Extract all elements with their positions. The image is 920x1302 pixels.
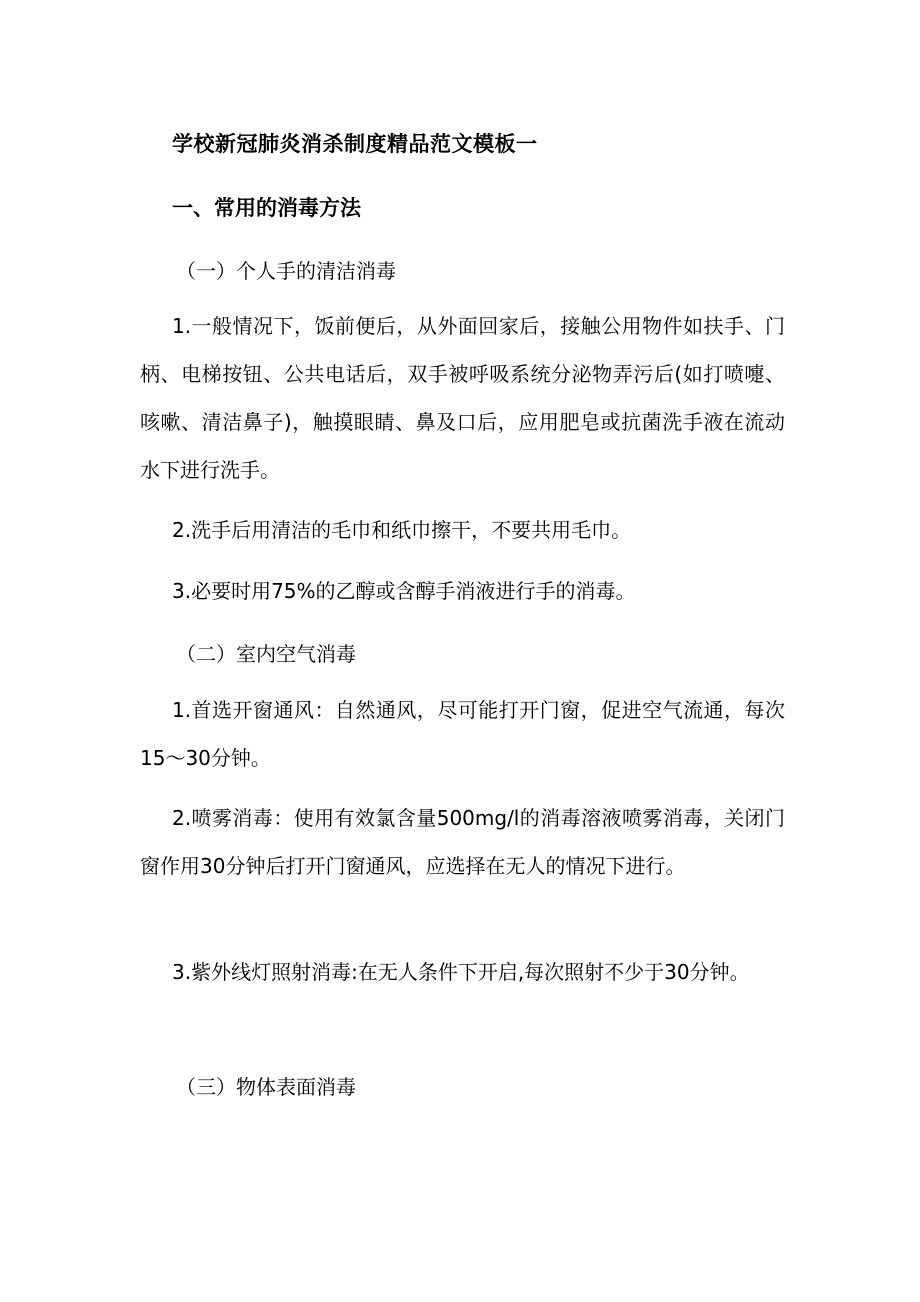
paragraph-hand-2: 2.洗手后用清洁的毛巾和纸巾擦干，不要共用毛巾。 [172, 518, 632, 542]
subheading-air-disinfection: （二）室内空气消毒 [176, 642, 356, 666]
paragraph-air-2: 2.喷雾消毒：使用有效氯含量500mg/l的消毒溶液喷雾消毒，关闭门窗作用30分钟后打开门窗通风，应选择在无人的情况下进行。 [140, 806, 785, 878]
paragraph-hand-3: 3.必要时用75%的乙醇或含醇手消液进行手的消毒。 [172, 579, 636, 603]
paragraph-air-1: 1.首选开窗通风：自然通风，尽可能打开门窗，促进空气流通，每次15～30分钟。 [140, 698, 785, 770]
subheading-surface-disinfection: （三）物体表面消毒 [176, 1075, 356, 1099]
paragraph-air-3: 3.紫外线灯照射消毒:在无人条件下开启,每次照射不少于30分钟。 [172, 960, 750, 984]
subheading-hand-disinfection: （一）个人手的清洁消毒 [176, 259, 396, 283]
document-title: 学校新冠肺炎消杀制度精品范文模板一 [172, 132, 538, 156]
paragraph-hand-1: 1.一般情况下，饭前便后，从外面回家后，接触公用物件如扶手、门柄、电梯按钮、公共电话后，双手被呼吸系统分泌物弄污后(如打喷嚏、咳嗽、清洁鼻子)，触摸眼睛、鼻及口后，应用肥皂或抗菌洗手液在流动水下进行洗手。 [140, 314, 785, 482]
section-heading-methods: 一、常用的消毒方法 [172, 196, 361, 220]
